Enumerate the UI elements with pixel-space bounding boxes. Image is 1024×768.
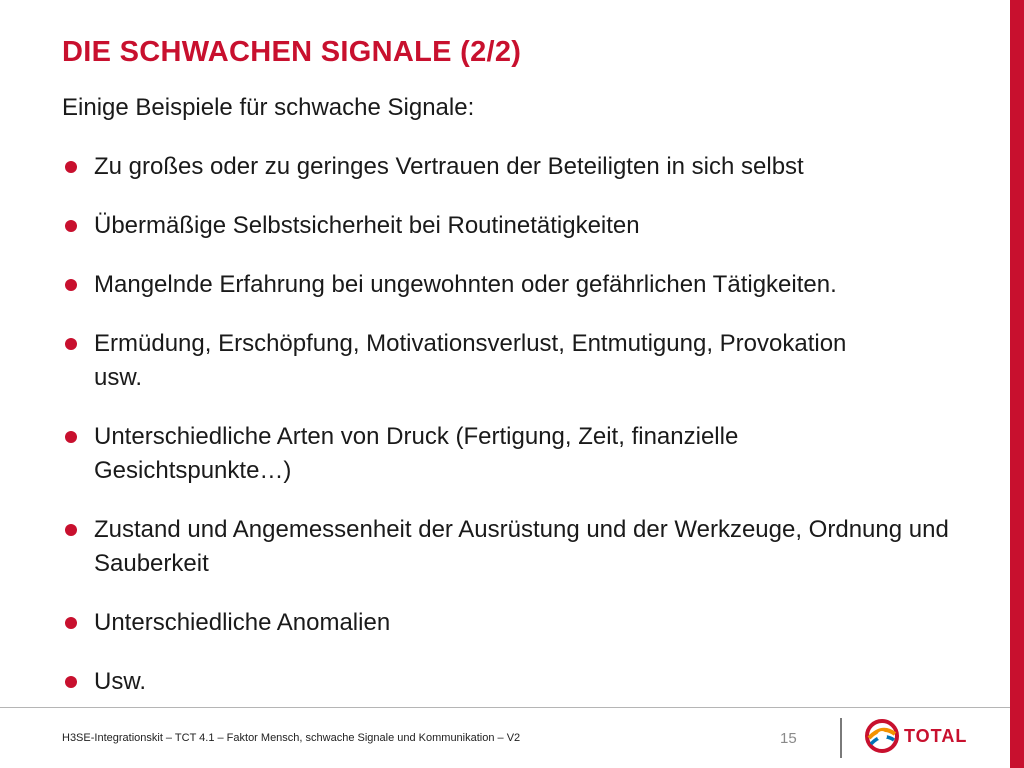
footer-rule bbox=[0, 707, 1010, 708]
right-accent-band bbox=[1010, 0, 1024, 768]
bullet-text: Usw. bbox=[94, 668, 147, 695]
slide-title: DIE SCHWACHEN SIGNALE (2/2) bbox=[62, 36, 522, 68]
bullet-text: Unterschiedliche Arten von Druck (Fertigung, Zeit, finanzielle Gesichtspunkte…) bbox=[94, 423, 739, 484]
bullet-dot-icon bbox=[65, 431, 77, 443]
page-number: 15 bbox=[780, 730, 797, 747]
bullet-item bbox=[62, 327, 854, 395]
bullet-dot-icon bbox=[65, 676, 77, 688]
bullet-dot-icon bbox=[65, 161, 77, 173]
bullet-dot-icon bbox=[65, 338, 77, 350]
bullet-item bbox=[62, 665, 962, 699]
bullet-text: Unterschiedliche Anomalien bbox=[94, 609, 391, 636]
slide-intro: Einige Beispiele für schwache Signale: bbox=[62, 94, 475, 121]
bullet-item bbox=[62, 150, 962, 184]
total-logo-icon bbox=[864, 718, 900, 754]
bullet-list bbox=[62, 150, 962, 724]
bullet-item bbox=[62, 513, 974, 581]
bullet-text: Mangelnde Erfahrung bei ungewohnten oder gefährlichen Tätigkeiten. bbox=[94, 271, 837, 298]
bullet-text: Zustand und Angemessenheit der Ausrüstung und der Werkzeuge, Ordnung und Sauberkeit bbox=[94, 516, 949, 577]
footer-text: H3SE-Integrationskit – TCT 4.1 – Faktor Mensch, schwache Signale und Kommunikation – V2 bbox=[62, 732, 521, 744]
bullet-item bbox=[62, 420, 894, 488]
bullet-item bbox=[62, 268, 962, 302]
bullet-dot-icon bbox=[65, 279, 77, 291]
bullet-text: Übermäßige Selbstsicherheit bei Routinetätigkeiten bbox=[94, 212, 640, 239]
bullet-item bbox=[62, 209, 962, 243]
total-logo bbox=[864, 718, 967, 754]
bullet-text: Zu großes oder zu geringes Vertrauen der Beteiligten in sich selbst bbox=[94, 153, 804, 180]
bullet-item bbox=[62, 606, 962, 640]
bullet-dot-icon bbox=[65, 220, 77, 232]
bullet-dot-icon bbox=[65, 617, 77, 629]
bullet-dot-icon bbox=[65, 524, 77, 536]
footer-divider bbox=[840, 718, 842, 758]
logo-text: TOTAL bbox=[904, 725, 968, 746]
bullet-text: Ermüdung, Erschöpfung, Motivationsverlust, Entmutigung, Provokation usw. bbox=[94, 330, 847, 391]
